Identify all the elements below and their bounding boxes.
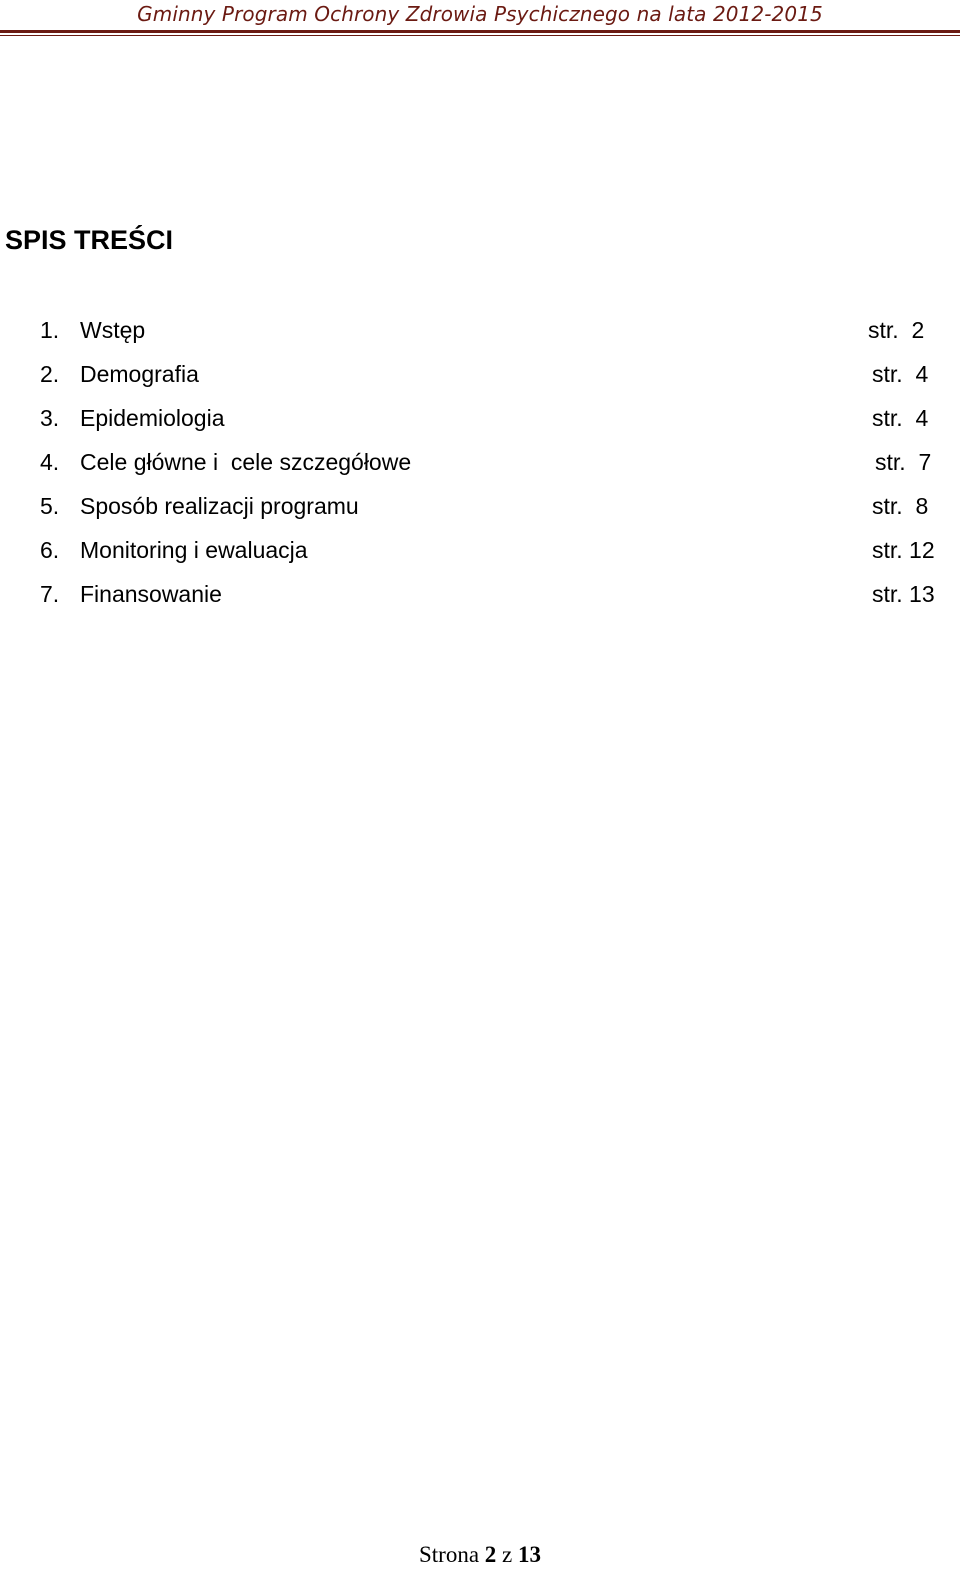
- toc-item-page: str. 12: [872, 537, 935, 563]
- toc-item-number: 6.: [40, 537, 60, 563]
- toc-item-4: [0, 448, 960, 492]
- toc-item-number: 5.: [40, 493, 60, 519]
- toc-item-page: str. 4: [872, 405, 929, 431]
- toc-item-label: Demografia: [80, 361, 199, 387]
- toc-item-3: [0, 404, 960, 448]
- toc-item-2: [0, 360, 960, 404]
- footer-current-page: 2: [484, 1542, 497, 1567]
- toc-list: [0, 316, 960, 624]
- toc-item-label: Finansowanie: [80, 581, 222, 607]
- header-rule-thick: [0, 30, 960, 33]
- toc-item-label: Cele główne i cele szczegółowe: [80, 449, 412, 475]
- toc-heading: SPIS TREŚCI: [5, 225, 174, 255]
- toc-item-number: 7.: [40, 581, 60, 607]
- toc-item-page: str. 4: [872, 361, 929, 387]
- header-title: Gminny Program Ochrony Zdrowia Psychicznego na lata 2012-2015: [137, 2, 823, 26]
- toc-item-7: [0, 580, 960, 624]
- toc-item-page: str. 13: [872, 581, 935, 607]
- toc-item-page: str. 8: [872, 493, 929, 519]
- toc-item-label: Monitoring i ewaluacja: [80, 537, 308, 563]
- footer-separator: z: [502, 1542, 513, 1567]
- toc-item-page: str. 2: [868, 317, 925, 343]
- toc-item-page: str. 7: [875, 449, 932, 475]
- page-footer: [0, 1540, 960, 1570]
- toc-item-number: 1.: [40, 317, 60, 343]
- toc-item-number: 4.: [40, 449, 60, 475]
- toc-item-number: 2.: [40, 361, 60, 387]
- header-rule-thin: [0, 35, 960, 36]
- toc-item-5: [0, 492, 960, 536]
- toc-item-1: [0, 316, 960, 360]
- page-header: [0, 0, 960, 40]
- toc-item-number: 3.: [40, 405, 60, 431]
- footer-prefix: Strona: [418, 1542, 480, 1567]
- toc-item-label: Wstęp: [80, 317, 146, 343]
- toc-item-label: Sposób realizacji programu: [80, 493, 359, 519]
- footer-total-pages: 13: [518, 1542, 542, 1567]
- toc-item-label: Epidemiologia: [80, 405, 225, 431]
- toc-item-6: [0, 536, 960, 580]
